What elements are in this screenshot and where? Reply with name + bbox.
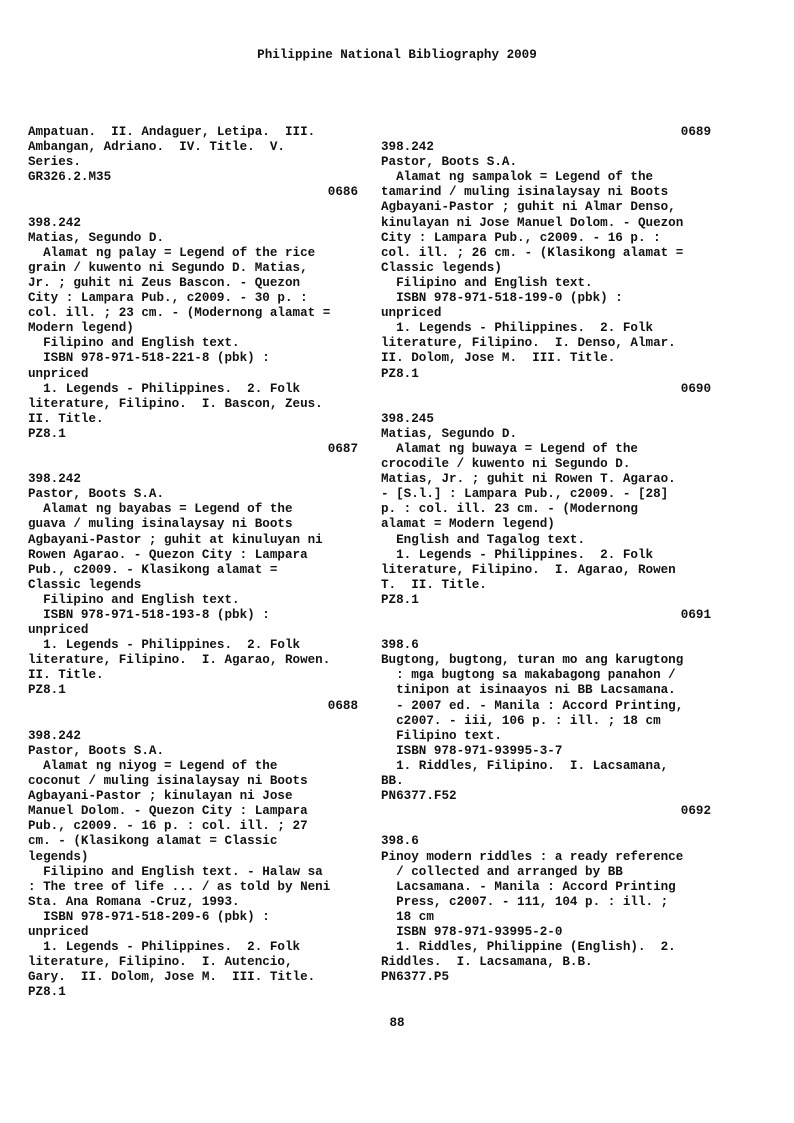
left-text-line: 398.242 [28,472,81,487]
left-blank-line [28,457,358,472]
left-text-line: II. Title. [28,411,104,426]
right-text-line: Filipino text. [381,728,502,743]
right-text-line: II. Dolom, Jose M. III. Title. [381,351,616,366]
left-text-line: unpriced [28,924,89,939]
left-text-line: legends) [28,849,89,864]
left-entry-number: 0687 [327,441,358,456]
right-text-line: tinipon at isinaayos ni BB Lacsamana. [381,683,676,698]
right-text-line: Lacsamana. - Manila : Accord Printing [381,879,676,894]
left-entry-number: 0686 [327,185,358,200]
left-text-line: 398.242 [28,728,81,743]
right-text-line: 1. Legends - Philippines. 2. Folk [381,321,654,336]
right-text-line: Agbayani-Pastor ; guhit ni Almar Denso, [381,200,676,215]
right-text-line: 18 cm [381,909,434,924]
right-text-line: - [S.l.] : Lampara Pub., c2009. - [28] [381,487,669,502]
left-text-line: : The tree of life ... / as told by Neni [28,879,331,894]
right-text-line: c2007. - iii, 106 p. : ill. ; 18 cm [381,713,661,728]
right-text-line: Alamat ng buwaya = Legend of the [381,441,638,456]
right-text-line: PN6377.F52 [381,789,457,804]
left-text-line: Agbayani-Pastor ; kinulayan ni Jose [28,789,293,804]
right-text-line: City : Lampara Pub., c2009. - 16 p. : [381,230,661,245]
right-text-line: Matias, Segundo D. [381,426,518,441]
left-text-line: Pastor, Boots S.A. [28,487,165,502]
left-text-line: Alamat ng palay = Legend of the rice [28,245,316,260]
right-text-line: PZ8.1 [381,366,419,381]
left-text-line: PZ8.1 [28,683,66,698]
right-text-line: literature, Filipino. I. Agarao, Rowen [381,562,676,577]
right-text-line: Matias, Jr. ; guhit ni Rowen T. Agarao. [381,472,676,487]
right-blank-line [381,819,711,834]
right-text-line: ISBN 978-971-93995-3-7 [381,743,563,758]
right-text-line: unpriced [381,306,442,321]
left-text-line: guava / muling isinalaysay ni Boots [28,517,293,532]
right-text-line: alamat = Modern legend) [381,517,555,532]
right-text-line: - 2007 ed. - Manila : Accord Printing, [381,698,684,713]
right-text-line: Classic legends) [381,260,502,275]
left-text-line: Rowen Agarao. - Quezon City : Lampara [28,547,308,562]
left-text-line: Pub., c2009. - 16 p. : col. ill. ; 27 [28,819,308,834]
right-text-line: col. ill. ; 26 cm. - (Klasikong alamat = [381,245,684,260]
page-number: 88 [389,1016,405,1030]
left-text-line: coconut / muling isinalaysay ni Boots [28,774,308,789]
left-text-line: Sta. Ana Romana -Cruz, 1993. [28,894,240,909]
left-text-line: Ambangan, Adriano. IV. Title. V. [28,140,285,155]
right-entry-number: 0689 [680,125,711,139]
left-text-line: Agbayani-Pastor ; guhit at kinuluyan ni [28,532,323,547]
left-entry-number: 0688 [327,698,358,713]
left-column [28,125,358,1000]
right-text-line: 1. Legends - Philippines. 2. Folk [381,547,654,562]
right-text-line: Alamat ng sampalok = Legend of the [381,170,654,185]
right-text-line: T. II. Title. [381,577,487,592]
left-text-line: literature, Filipino. I. Autencio, [28,955,293,970]
left-text-line: Jr. ; guhit ni Zeus Bascon. - Quezon [28,275,301,290]
left-text-line: Filipino and English text. [28,336,240,351]
right-text-line: Pinoy modern riddles : a ready reference [381,849,684,864]
left-text-line: Manuel Dolom. - Quezon City : Lampara [28,804,308,819]
left-text-line: unpriced [28,623,89,638]
right-entry-number: 0690 [680,381,711,396]
left-blank-line [28,714,358,729]
right-blank-line [381,623,711,638]
right-text-line: ISBN 978-971-93995-2-0 [381,924,563,939]
left-text-line: 1. Legends - Philippines. 2. Folk [28,638,301,653]
right-text-line: / collected and arranged by BB [381,864,623,879]
left-text-line: PZ8.1 [28,426,66,441]
left-text-line: Alamat ng niyog = Legend of the [28,758,278,773]
right-text-line: 398.242 [381,140,434,155]
left-text-line: Series. [28,155,81,170]
left-text-line: PZ8.1 [28,985,66,1000]
right-text-line: 398.6 [381,834,419,849]
left-blank-line [28,200,358,215]
left-text-line: II. Title. [28,668,104,683]
left-text-line: grain / kuwento ni Segundo D. Matias, [28,260,308,275]
left-text-line: cm. - (Klasikong alamat = Classic [28,834,278,849]
left-text-line: Gary. II. Dolom, Jose M. III. Title. [28,970,316,985]
left-text-line: ISBN 978-971-518-209-6 (pbk) : [28,909,270,924]
left-text-line: Modern legend) [28,321,134,336]
left-text-line: col. ill. ; 23 cm. - (Modernong alamat = [28,306,331,321]
left-text-line: Alamat ng bayabas = Legend of the [28,502,293,517]
left-text-line: Pub., c2009. - Klasikong alamat = [28,562,278,577]
right-text-line: tamarind / muling isinalaysay ni Boots [381,185,669,200]
left-text-line: 398.242 [28,215,81,230]
right-text-line: 398.6 [381,638,419,653]
right-blank-line [381,397,711,412]
right-text-line: 1. Riddles, Filipino. I. Lacsamana, [381,758,669,773]
right-text-line: crocodile / kuwento ni Segundo D. [381,457,631,472]
left-text-line: Filipino and English text. [28,592,240,607]
right-text-line: PZ8.1 [381,592,419,607]
right-text-line: BB. [381,774,404,789]
right-text-line: kinulayan ni Jose Manuel Dolom. - Quezon [381,215,684,230]
right-column [381,125,711,985]
left-text-line: Pastor, Boots S.A. [28,743,165,758]
page-header-title: Philippine National Bibliography 2009 [257,48,537,62]
right-text-line: ISBN 978-971-518-199-0 (pbk) : [381,291,623,306]
right-text-line: Press, c2007. - 111, 104 p. : ill. ; [381,894,669,909]
left-text-line: ISBN 978-971-518-221-8 (pbk) : [28,351,270,366]
right-text-line: 1. Riddles, Philippine (English). 2. [381,940,676,955]
left-text-line: unpriced [28,366,89,381]
left-text-line: City : Lampara Pub., c2009. - 30 p. : [28,291,308,306]
left-text-line: Ampatuan. II. Andaguer, Letipa. III. [28,125,316,139]
left-text-line: Filipino and English text. - Halaw sa [28,864,323,879]
right-text-line: Filipino and English text. [381,275,593,290]
right-text-line: : mga bugtong sa makabagong panahon / [381,668,676,683]
left-text-line: ISBN 978-971-518-193-8 (pbk) : [28,608,270,622]
right-text-line: Bugtong, bugtong, turan mo ang karugtong [381,653,684,668]
left-text-line: Matias, Segundo D. [28,230,165,245]
left-text-line: 1. Legends - Philippines. 2. Folk [28,940,301,955]
right-text-line: literature, Filipino. I. Denso, Almar. [381,336,676,351]
right-entry-number: 0691 [680,608,711,622]
right-entry-number: 0692 [680,804,711,819]
left-text-line: 1. Legends - Philippines. 2. Folk [28,381,301,396]
right-text-line: English and Tagalog text. [381,532,586,547]
left-text-line: literature, Filipino. I. Bascon, Zeus. [28,396,323,411]
right-text-line: Pastor, Boots S.A. [381,155,518,170]
left-text-line: literature, Filipino. I. Agarao, Rowen. [28,653,331,668]
right-text-line: p. : col. ill. 23 cm. - (Modernong [381,502,638,517]
left-text-line: GR326.2.M35 [28,170,112,185]
right-text-line: 398.245 [381,411,434,426]
right-text-line: PN6377.P5 [381,970,450,985]
right-text-line: Riddles. I. Lacsamana, B.B. [381,955,593,970]
left-text-line: Classic legends [28,577,142,592]
